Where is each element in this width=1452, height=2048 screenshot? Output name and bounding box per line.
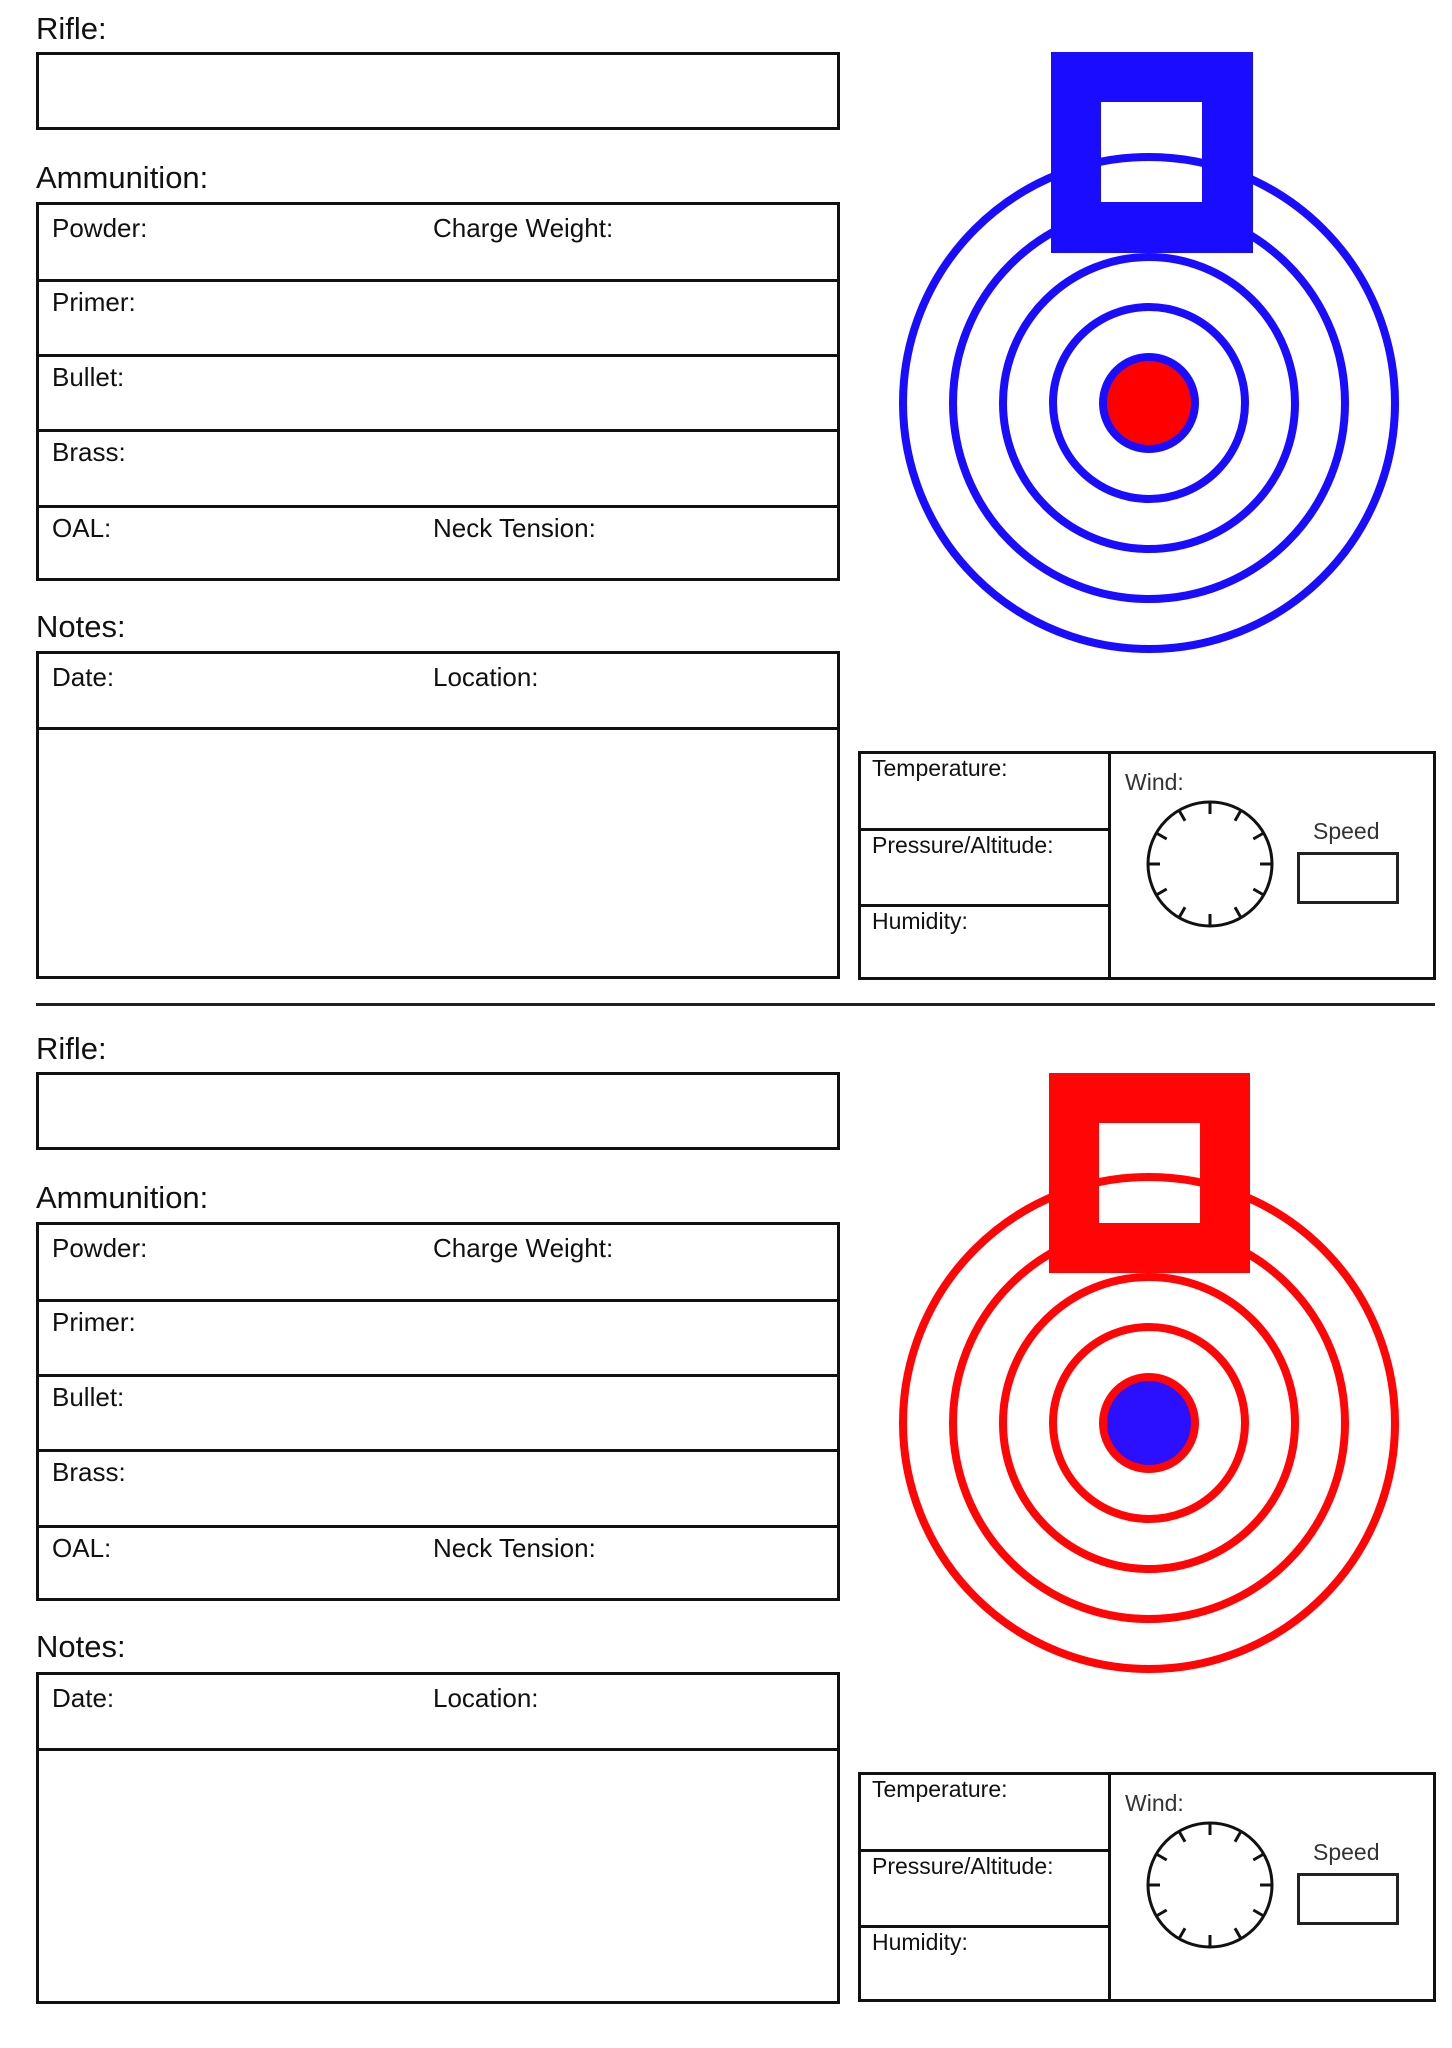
pressure-altitude-label: Pressure/Altitude: — [872, 832, 1054, 858]
humidity-label: Humidity: — [872, 908, 968, 934]
notes-table — [36, 651, 840, 979]
temperature-row[interactable] — [861, 1775, 1108, 1851]
ammo-row-brass[interactable] — [39, 1449, 837, 1525]
notes-heading: Notes: — [36, 609, 126, 644]
ammo-row-primer[interactable] — [39, 1299, 837, 1375]
rifle-field[interactable] — [36, 52, 840, 130]
charge-weight-label: Charge Weight: — [433, 213, 614, 243]
notes-body[interactable] — [39, 1748, 837, 2001]
rifle-heading: Rifle: — [36, 1031, 107, 1066]
target-red — [889, 1060, 1409, 1680]
ammo-row-oal[interactable] — [39, 505, 837, 581]
rifle-field[interactable] — [36, 1072, 840, 1150]
wind-speed-field[interactable] — [1297, 1873, 1399, 1925]
ammo-row-brass[interactable] — [39, 429, 837, 505]
pressure-altitude-row[interactable] — [861, 1849, 1108, 1927]
brass-label: Brass: — [52, 437, 126, 467]
temperature-row[interactable] — [861, 754, 1108, 830]
target-square-frame — [1049, 1073, 1250, 1273]
date-label: Date: — [52, 1683, 115, 1713]
humidity-row[interactable] — [861, 904, 1108, 977]
brass-label: Brass: — [52, 1457, 126, 1487]
neck-tension-label: Neck Tension: — [433, 513, 596, 543]
target-bullseye — [1103, 1377, 1195, 1469]
bullet-label: Bullet: — [52, 362, 125, 392]
conditions-table — [858, 751, 1436, 980]
conditions-table — [858, 1772, 1436, 2002]
wind-speed-field[interactable] — [1297, 852, 1399, 904]
section-divider — [36, 1003, 1435, 1006]
primer-label: Primer: — [52, 1307, 136, 1337]
powder-label: Powder: — [52, 1233, 148, 1263]
powder-label: Powder: — [52, 213, 148, 243]
ammo-row-bullet[interactable] — [39, 354, 837, 430]
temperature-label: Temperature: — [872, 1776, 1008, 1802]
wind-label: Wind: — [1125, 769, 1184, 795]
location-label: Location: — [433, 662, 539, 692]
bullet-label: Bullet: — [52, 1382, 125, 1412]
humidity-label: Humidity: — [872, 1929, 968, 1955]
date-label: Date: — [52, 662, 115, 692]
ammunition-heading: Ammunition: — [36, 1180, 209, 1215]
notes-heading: Notes: — [36, 1629, 126, 1664]
pressure-altitude-label: Pressure/Altitude: — [872, 1853, 1054, 1879]
rifle-heading: Rifle: — [36, 11, 107, 46]
ammo-row-powder[interactable] — [39, 205, 837, 281]
pressure-altitude-row[interactable] — [861, 828, 1108, 906]
conditions-left-column — [861, 1775, 1111, 1999]
speed-label: Speed — [1313, 1839, 1380, 1865]
wind-direction-dial-icon[interactable] — [1140, 1815, 1280, 1955]
notes-date-location-row[interactable] — [39, 1675, 837, 1750]
ammo-row-powder[interactable] — [39, 1225, 837, 1301]
ammo-row-primer[interactable] — [39, 279, 837, 355]
wind-label: Wind: — [1125, 1790, 1184, 1816]
charge-weight-label: Charge Weight: — [433, 1233, 614, 1263]
ammunition-table — [36, 1222, 840, 1601]
primer-label: Primer: — [52, 287, 136, 317]
target-bullseye — [1103, 357, 1195, 449]
notes-date-location-row[interactable] — [39, 654, 837, 729]
target-blue — [889, 40, 1409, 660]
temperature-label: Temperature: — [872, 755, 1008, 781]
conditions-left-column — [861, 754, 1111, 977]
humidity-row[interactable] — [861, 1925, 1108, 1999]
notes-body[interactable] — [39, 727, 837, 976]
location-label: Location: — [433, 1683, 539, 1713]
log-sheet-1 — [0, 0, 1452, 1020]
ammunition-table — [36, 202, 840, 581]
ammunition-heading: Ammunition: — [36, 160, 209, 195]
notes-table — [36, 1672, 840, 2004]
log-sheet-2 — [0, 1020, 1452, 2040]
speed-label: Speed — [1313, 818, 1380, 844]
oal-label: OAL: — [52, 1533, 112, 1563]
neck-tension-label: Neck Tension: — [433, 1533, 596, 1563]
wind-direction-dial-icon[interactable] — [1140, 794, 1280, 934]
ammo-row-bullet[interactable] — [39, 1374, 837, 1450]
oal-label: OAL: — [52, 513, 112, 543]
ammo-row-oal[interactable] — [39, 1525, 837, 1601]
target-square-frame — [1051, 52, 1253, 253]
